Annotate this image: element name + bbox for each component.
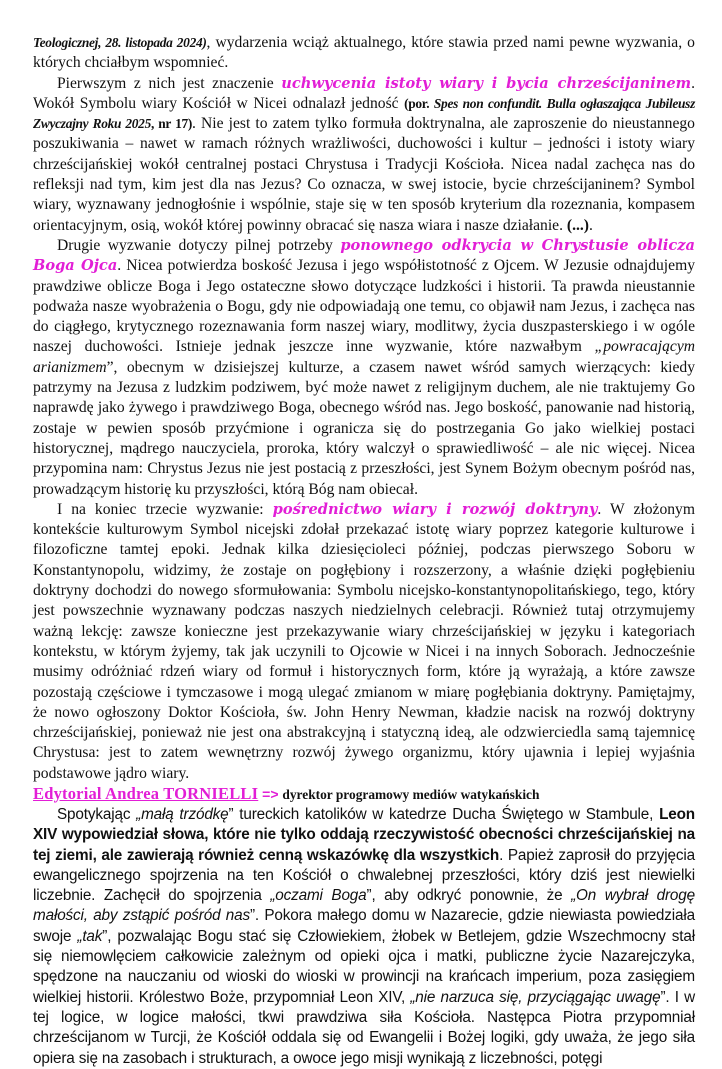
editorial-paragraph: Spotykając „małą trzódkę” tureckich katolików w katedrze Ducha Świętego w Stambule, Leon XIV wypowiedział słowa, które nie tylko oddają rzeczywistość obecności chrześcijańskiej na tej ziemi, ale zawierają również cenną wskazówkę dla wszystkich. Papież zaprosił do przyjęcia ewangelicznego spojrzenia na ten Kościół o chwalebnej przeszłości, który dziś jest niewielki liczebnie. Zachęcił do spojrzenia „oczami Boga”, aby odkryć ponownie, że „On wybrał drogę małości, aby zstąpić pośród nas”. Pokora małego domu w Nazarecie, gdzie niewiasta powiedziała swoje „tak”, pozwalając Bogu stać się Człowiekiem, żłobek w Betlejem, gdzie Wszechmocny stał się niemowlęciem całkowicie zależnym od opieki ojca i matki, publiczne życie Nazarejczyka, spędzone na nauczaniu od wioski do wioski w prowincji na krańcach imperium, poza zasięgiem wielkiej historii. Królestwo Boże, przypomniał Leon XIV, „nie narzuca się, przyciągając uwagę”. I w tej logice, w logice małości, tkwi prawdziwa siła Kościoła. Następca Piotra przypomniał chrześcijanom w Turcji, że Kościół oddala się od Ewangelii i Bożej logiki, gdy uważa, że jego siła opiera się na zasobach i strukturach, a owoce jego misji wynikają z liczebności, potęgi (33, 805, 696, 1067)
italic-phrase: „tak (77, 927, 103, 945)
bold-statement: Leon XIV wypowiedział słowa, które nie tylko oddają rzeczywistość obecności chrześcijańskiej na tej ziemi, ale zawierają również cenną wskazówkę dla wszystkich (33, 805, 696, 864)
citation-reference: (por. Spes non confundit. Bulla ogłaszająca Jubileusz Zwyczajny Roku 2025, nr 17) (33, 95, 695, 132)
paragraph-intro (33, 33, 695, 74)
paragraph-text: , wydarzenia wciąż aktualnego, które stawia przed nami pewne wyzwania, o których chciałbym wspomnieć. (33, 34, 695, 72)
paragraph-text: . Wokół Symbolu wiary Kościół w Nicei odnalazł jedność (33, 74, 695, 112)
citation-reference: Teologicznej, 28. listopada 2024) (33, 35, 207, 50)
editorial-author-role: dyrektor programowy mediów watykańskich (282, 786, 540, 802)
italic-phrase: „oczami Boga (270, 887, 367, 905)
paragraph-text: Drugie wyzwanie dotyczy pilnej potrzeby (57, 236, 341, 254)
ellipsis: (...) (566, 216, 589, 234)
paragraph-text: . Nie jest to zatem tylko formuła doktrynalna, ale zaproszenie do nieustannego poszukiwania – nawet w ramach różnych wrażliwości, duchowości i kultur – jedności i istoty wiary chrześcijańskiej wokół centralnej postaci Chrystusa i Tradycji Kościoła. Nicea nadal zachęca nas do refleksji nad tym, kim jest dla nas Jezus? Co oznacza, w swej istocie, bycie chrześcijaninem? Symbol wiary, wyznawany jednogłośnie i wspólnie, staje się w ten sposób kryterium dla rozeznania, kompasem orientacyjnym, osią, wokół której powinny obracać się nasza wiara i nasze działanie. (33, 115, 695, 234)
highlight-phrase: uchwycenia istoty wiary i bycia chrześcijaninem (281, 74, 692, 92)
arrow-icon: => (258, 785, 283, 802)
paragraph-first-challenge: Pierwszym z nich jest znaczenie uchwycenia istoty wiary i bycia chrześcijaninem. Wokół Symbolu wiary Kościół w Nicei odnalazł jedność (por. Spes non confundit. Bulla ogłaszająca Jubileusz Zwyczajny Roku 2025, nr 17). Nie jest to zatem tylko formuła doktrynalna, ale zaproszenie do nieustannego poszukiwania – nawet w ramach różnych wrażliwości, duchowości i kultur – jedności i istoty wiary chrześcijańskiej wokół centralnej postaci Chrystusa i Tradycji Kościoła. Nicea nadal zachęca nas do refleksji nad tym, kim jest dla nas Jezus? Co oznacza, w swej istocie, bycie chrześcijaninem? Symbol wiary, wyznawany jednogłośnie i wspólnie, staje się w ten sposób kryterium dla rozeznania, kompasem orientacyjnym, osią, wokół której powinny obracać się nasza wiara i nasze działanie. (...). (33, 74, 695, 234)
editorial-title: Edytorial Andrea TORNIELLI (33, 783, 259, 803)
italic-phrase: „nie narzuca się, przyciągając uwagę (410, 988, 661, 1006)
paragraph-text: . W złożonym kontekście kulturowym Symbol nicejski zdołał przekazać istotę wiary poprzez kategorie kulturowe i filozoficzne tamtej epoki. Jednak kilka dziesięcioleci później, podczas pierwszego Soboru w Konstantynopolu, widzimy, że zostaje on pogłębiony i rozszerzony, a właśnie dzięki pogłębieniu doktryny dochodzi do nowego sformułowania: Symbolu nicejsko-konstantynopolitańskiego, tego, który jest powszechnie wyznawany podczas naszych niedzielnych celebracji. Również tutaj otrzymujemy ważną lekcję: zawsze konieczne jest przekazywanie wiary chrześcijańskiej w języku i kategoriach kontekstu, w którym żyjemy, tak jak uczynili to Ojcowie w Nicei i na innych Soborach. Jednocześnie musimy odróżniać rdzeń wiary od formuł i historycznych form, które ją wyrażają, a które zawsze pozostają częściowe i tymczasowe i mogą ulegać zmianom w miarę pogłębiania doktryny. Pamiętajmy, że nowo ogłoszony Doktor Kościoła, św. John Henry Newman, kładzie nacisk na rozwój doktryny chrześcijańskiej, ponieważ nie jest ona abstrakcyjną i statyczną ideą, ale odzwierciedla samą tajemnicę Chrystusa: jest to zatem wewnętrzny rozwój żywego organizmu, który ujawnia i lepiej wyjaśnia podstawowe jądro wiary. (33, 500, 695, 782)
paragraph-second-challenge (33, 236, 695, 500)
editorial-heading (33, 784, 695, 805)
letter-section (33, 33, 695, 784)
italic-phrase: „małą trzódkę (136, 805, 229, 823)
italic-phrase: „powracającym arianizmem (33, 338, 695, 376)
paragraph-text: Pierwszym z nich jest znaczenie (57, 74, 282, 92)
document-page (33, 33, 695, 1069)
editorial-section (33, 805, 695, 1069)
paragraph-text: ”, obecnym w dzisiejszej kulturze, a czasem nawet wśród samych wierzących: kiedy patrzymy na Jezusa z ludzkim podziwem, być może nawet z religijnym duchem, ale nie traktujemy Go naprawdę jako żywego i prawdziwego Boga, obecnego wśród nas. Jego boskość, panowanie nad historią, zostaje w pewien sposób przyćmione i ogranicza się do postrzegania Go jako wielkiej postaci historycznej, mądrego nauczyciela, proroka, który walczył o sprawiedliwość – ale nic więcej. Nicea przypomina nam: Chrystus Jezus nie jest postacią z przeszłości, jest Synem Bożym obecnym pośród nas, prowadzącym historię ku przyszłości, którą Bóg nam obiecał. (33, 358, 695, 498)
paragraph-text: . Nicea potwierdza boskość Jezusa i jego współistotność z Ojcem. W Jezusie odnajdujemy prawdziwe oblicze Boga i Jego ostateczne słowo dotyczące ludzkości i historii. Ta prawda nieustannie podważa nasze wyobrażenia o Bogu, gdy nie odpowiadają one temu, co objawił nam Jezus, i zachęca nas do ciągłego, krytycznego rozeznawania form naszej wiary, modlitwy, życia duszpasterskiego i w ogóle naszej duchowości. Istnieje jednak jeszcze inne wyzwanie, które nazwałbym (33, 257, 695, 356)
paragraph-text: I na koniec trzecie wyzwanie: (57, 500, 273, 518)
paragraph-third-challenge (33, 500, 695, 784)
italic-phrase: „On wybrał drogę małości, aby zstąpić pośród nas (33, 887, 695, 925)
highlight-phrase: ponownego odkrycia w Chrystusie oblicza Boga Ojca (33, 236, 695, 275)
highlight-phrase: pośrednictwo wiary i rozwój doktryny (272, 500, 598, 518)
